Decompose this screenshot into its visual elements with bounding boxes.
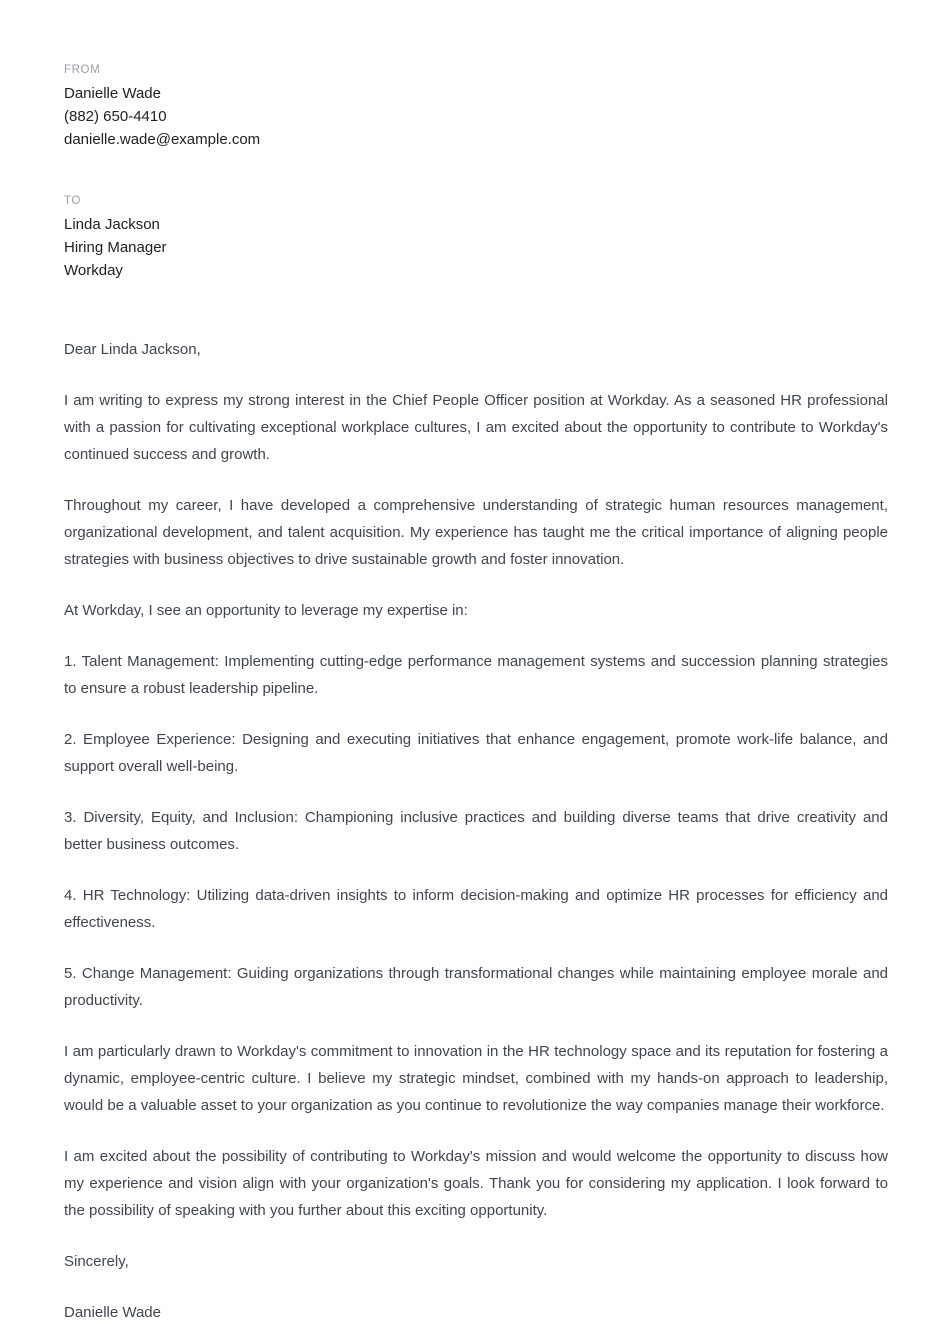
closing-salutation: Sincerely,: [64, 1253, 129, 1270]
body-paragraph: At Workday, I see an opportunity to leverage my expertise in:: [64, 602, 468, 619]
list-item: 4. HR Technology: Utilizing data-driven insights to inform decision-making and optimize HR processes for efficiency and effectiveness.: [64, 887, 888, 931]
list-item: 3. Diversity, Equity, and Inclusion: Championing inclusive practices and building diverse teams that drive creativity and better business outcomes.: [64, 809, 888, 853]
salutation: Dear Linda Jackson,: [64, 341, 201, 358]
list-item: 2. Employee Experience: Designing and executing initiatives that enhance engagement, promote work-life balance, and support overall well-being.: [64, 731, 888, 775]
recipient-block: [64, 193, 888, 282]
from-label: FROM: [64, 64, 101, 76]
body-paragraph: I am particularly drawn to Workday's commitment to innovation in the HR technology space and its reputation for fostering a dynamic, employee-centric culture. I believe my strategic mindset, combined with my hands-on approach to leadership, would be a valuable asset to your organization as you continue to revolutionize the way companies manage their workforce.: [64, 1043, 888, 1114]
letter-body: [64, 336, 888, 1326]
sender-email: danielle.wade@example.com: [64, 131, 261, 148]
recipient-name: Linda Jackson: [64, 216, 160, 233]
body-paragraph: I am writing to express my strong interest in the Chief People Officer position at Workday. As a seasoned HR professional with a passion for cultivating exceptional workplace cultures, I am excited about the opportunity to contribute to Workday's continued success and growth.: [64, 392, 888, 463]
sender-phone: (882) 650-4410: [64, 108, 167, 125]
body-paragraph: I am excited about the possibility of contributing to Workday's mission and would welcome the opportunity to discuss how my experience and vision align with your organization's goals. Thank you for considering my application. I look forward to the possibility of speaking with you further about this exciting opportunity.: [64, 1148, 888, 1219]
list-item: 1. Talent Management: Implementing cutting-edge performance management systems and succession planning strategies to ensure a robust leadership pipeline.: [64, 653, 888, 697]
recipient-company: Workday: [64, 262, 123, 279]
sender-name: Danielle Wade: [64, 85, 161, 102]
list-item: 5. Change Management: Guiding organizations through transformational changes while maintaining employee morale and productivity.: [64, 965, 888, 1009]
recipient-title: Hiring Manager: [64, 239, 167, 256]
sender-block: [64, 62, 888, 151]
to-label: TO: [64, 195, 81, 207]
signature-name: Danielle Wade: [64, 1304, 161, 1321]
body-paragraph: Throughout my career, I have developed a comprehensive understanding of strategic human resources management, organizational development, and talent acquisition. My experience has taught me the critical importance of aligning people strategies with business objectives to drive sustainable growth and foster innovation.: [64, 497, 888, 568]
